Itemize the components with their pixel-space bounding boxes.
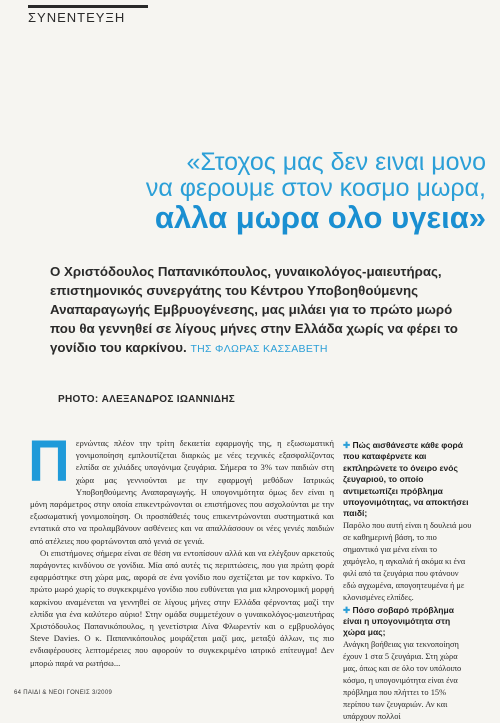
question-1-text: Πώς αισθάνεστε κάθε φορά που καταφέρνετε και εκπληρώνετε το όνειρο ενός ζευγαριού, το οποίο αντιμετωπίζει πρόβλημα υπογονιμότητας, να αποκτήσει παιδί; xyxy=(343,440,469,519)
page-footer: 64 ΠΑΙΔΙ & ΝΕΟΙ ΓΟΝΕΙΣ 3/2009 xyxy=(14,690,113,696)
question-1 xyxy=(343,440,473,520)
body-paragraph-2: Οι επιστήμονες σήμερα είναι σε θέση να εντοπίσουν αλλά και να ελέγξουν αρκετούς παράγοντες κινδύνου σε γονίδια. Μία από αυτές τις περιπτώσεις, που για πρώτη φορά εφαρμόστηκε στη χώρα μας, αφορά σε ένα γονίδιο που σχετίζεται με τον καρκίνο. Το πρώτο μωρό χωρίς το συγκεκριμένο γονίδιο που ευθύνεται για μια κληρονομική μορφή καρκίνου αναμένεται να γεννηθεί σε λίγους μήνες στην Ελλάδα φέρνοντας μαζί την ελπίδα για ένα καλύτερο αύριο! Στην ομάδα συμμετέχουν ο γυναικολόγος-μαιευτήρας Χριστόδουλος Παπανικόπουλος, η γενετίστρια Λίνα Φλωρεντίν και ο εμβρυολόγος Steve Davies. Ο κ. Παπανικόπουλος μοιράζεται μαζί μας, μεταξύ άλλων, τις πιο ενδιαφέρουσες λεπτομέρειες που αφορούν το συγκεκριμένο ιατρικό επίτευγμα! Δεν μπορώ παρά να ρωτήσω... xyxy=(30,547,334,668)
section-bar xyxy=(28,5,148,8)
headline xyxy=(36,150,486,233)
bullet-icon: ✚ xyxy=(343,440,351,450)
section-label: ΣΥΝΕΝΤΕΥΞΗ xyxy=(28,10,126,25)
interview-column xyxy=(343,440,473,723)
question-2 xyxy=(343,605,473,639)
body-paragraph-1: ερνώντας πλέον την τρίτη δεκαετία εφαρμογής της, η εξωσωματική γονιμοποίηση εμπλουτίζεται διαρκώς με νέες τεχνικές εξασφαλίζοντας ελπίδα σε χιλιάδες υπογόνιμα ζευγάρια. Σήμερα το 3% των παιδιών στη χώρα μας γεννιούνται με την εφαρμογή μεθόδων Ιατρικώς Υποβοηθούμενης Αναπαραγωγής. Η υπογονιμότητα όμως δεν είναι η μόνη παράμετρος στην οποία επικεντρώνονται οι επιστήμονες που ασχολούνται με την εξωσωματική γονιμοποίηση. Οι προσπάθειές τους επικεντρώνονται συστηματικά και εντατικά στο να προλαμβάνουν ασθένειες και να απαλλάσσουν οι νέες γενιές παιδιών από ατέλειες που φορτώνονται από γενιά σε γενιά. xyxy=(30,438,334,546)
bullet-icon: ✚ xyxy=(343,604,351,615)
byline: ΤΗΣ ΦΛΩΡΑΣ ΚΑΣΣΑΒΕΤΗ xyxy=(190,343,328,355)
article-body xyxy=(28,429,334,669)
answer-1: Παρόλο που αυτή είναι η δουλειά μου σε καθημερινή βάση, το πιο σημαντικό για μένα είναι το χαμόγελο, η αγκαλιά ή ακόμα κι ένα φιλί από τα ζευγάρια που φτάνουν εδώ αγχωμένα, απογοητευμένα ή με κλονισμένες ελπίδες. xyxy=(343,520,472,603)
photo-credit: PHOTO: ΑΛΕΞΑΝΔΡΟΣ ΙΩΑΝΝΙΔΗΣ xyxy=(58,394,236,405)
lead-paragraph xyxy=(50,262,480,359)
headline-line-1: «Στοχος μας δεν ειναι μονο xyxy=(186,148,486,176)
drop-cap: Π xyxy=(28,429,70,494)
headline-line-2: να φερουμε στον κοσμο μωρα, xyxy=(145,173,486,202)
question-2-text: Πόσο σοβαρό πρόβλημα είναι η υπογονιμότητα στη χώρα μας; xyxy=(343,604,454,638)
answer-2: Ανάγκη βοήθειας για τεκνοποίηση έχουν 1 στα 5 ζευγάρια. Στη χώρα μας, όπως και σε όλο τον υπόλοιπο κόσμο, η υπογονιμότητα είναι ένα πρόβλημα που πλήττει το 15% περίπου των ζευγαριών. Αν και υπάρχουν πολλοί xyxy=(343,639,462,722)
lead-text: Ο Χριστόδουλος Παπανικόπουλος, γυναικολόγος-μαιευτήρας, επιστημονικός συνεργάτης του Κέντρου Υποβοηθούμενης Αναπαραγωγής Εμβρυογένεσης, μας μιλάει για το πρώτο μωρό που θα γεννηθεί σε λίγους μήνες στην Ελλάδα χωρίς να φέρει το γονίδιο του καρκίνου. xyxy=(50,264,458,355)
headline-line-3: αλλα μωρα ολο υγεια» xyxy=(154,199,486,235)
